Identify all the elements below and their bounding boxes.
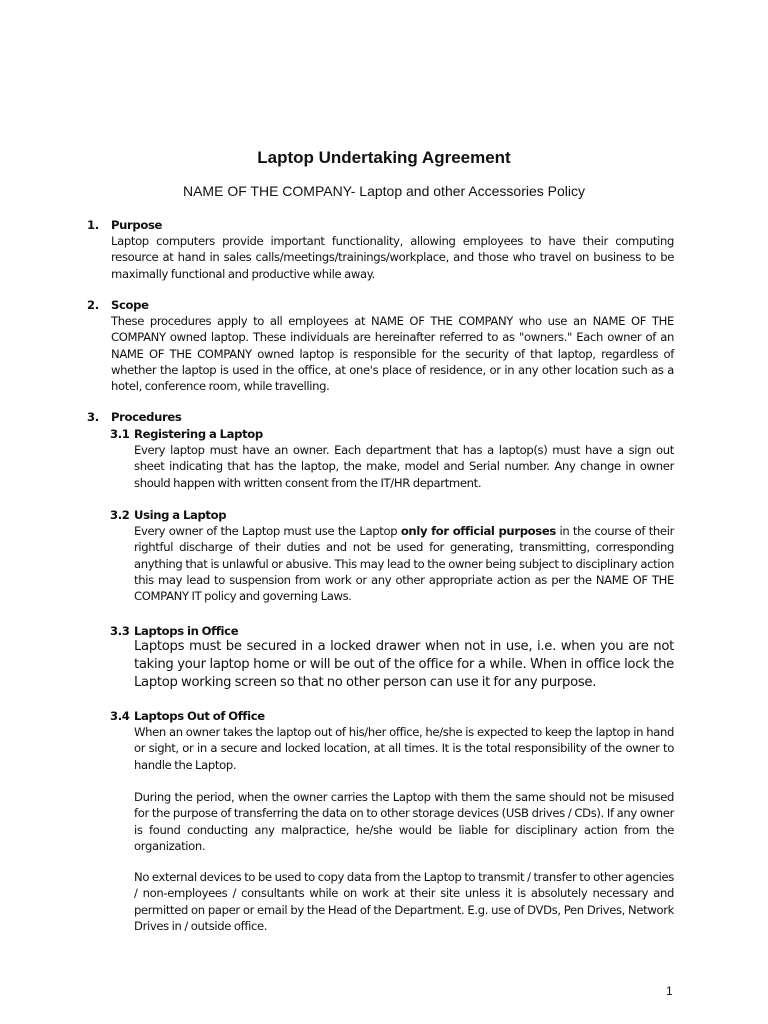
section-heading: Procedures <box>111 410 182 424</box>
subsection-paragraph-2: During the period, when the owner carries the Laptop with them the same should not be misused for the purpose of transferring the data on to other storage devices (USB drives / CDs). If any owner is found conducting any malpractice, he/she would be liable for disciplinary action from the organization. <box>134 790 674 853</box>
section-heading: Scope <box>111 298 149 312</box>
subsection-text: Laptops must be secured in a locked drawer when not in use, i.e. when you are not taking your laptop home or will be out of the office for a while. When in office lock the Laptop working screen so that no other person can use it for any purpose. <box>134 639 674 690</box>
subsection-heading: Using a Laptop <box>134 508 227 522</box>
text-before-bold: Every owner of the Laptop must use the Laptop <box>134 524 401 538</box>
subsection-paragraph-3: No external devices to be used to copy data from the Laptop to transmit / transfer to other agencies / non-employees / consultants while on work at their site unless it is absolutely necessary and permitted on paper or email by the Head of the Department. E.g. use of DVDs, Pen Drives, Network Drives in / outside office. <box>134 870 674 933</box>
section-number: 2. <box>87 298 99 312</box>
section-number: 1. <box>87 218 99 232</box>
text-bold-emphasis: only for official purposes <box>400 524 556 538</box>
section-heading: Purpose <box>111 218 163 232</box>
subsection-heading: Registering a Laptop <box>134 427 263 441</box>
subsection-number: 3.2 <box>110 508 130 522</box>
section-number: 3. <box>87 410 99 424</box>
page-number: 1 <box>666 984 673 998</box>
document-title: Laptop Undertaking Agreement <box>257 148 511 167</box>
subsection-text: Every laptop must have an owner. Each department that has a laptop(s) must have a sign out sheet indicating that has the laptop, the make, model and Serial number. Any change in owner should happen with written consent from the IT/HR department. <box>134 443 674 490</box>
section-text: These procedures apply to all employees at NAME OF THE COMPANY who use an NAME OF THE COMPANY owned laptop. These individuals are hereinafter referred to as "owners." Each owner of an NAME OF THE COMPANY owned laptop is responsible for the security of that laptop, regardless of whether the laptop is used in the office, at one's place of residence, or in any other location such as a hotel, conference room, while travelling. <box>111 314 674 394</box>
subsection-paragraph-1: When an owner takes the laptop out of his/her office, he/she is expected to keep the laptop in hand or sight, or in a secure and locked location, at all times. It is the total responsibility of the owner to handle the Laptop. <box>134 725 674 772</box>
subsection-heading: Laptops in Office <box>134 624 239 638</box>
section-text: Laptop computers provide important functionality, allowing employees to have their computing resource at hand in sales calls/meetings/trainings/workplace, and those who travel on business to be maximally functional and productive while away. <box>111 234 674 281</box>
subsection-number: 3.1 <box>110 427 130 441</box>
document-subtitle: NAME OF THE COMPANY- Laptop and other Accessories Policy <box>182 183 585 199</box>
text-after-bold: in the course of their rightful discharge of their duties and not be used for generating, transmitting, corresponding anything that is unlawful or abusive. This may lead to the owner being subject to disciplinary action this may lead to suspension from work or any other appropriate action as per the NAME OF THE COMPANY IT policy and governing Laws. <box>134 524 674 604</box>
subsection-heading: Laptops Out of Office <box>134 709 265 723</box>
subsection-number: 3.4 <box>110 709 130 723</box>
subsection-number: 3.3 <box>110 624 130 638</box>
subsection-text <box>134 523 674 604</box>
